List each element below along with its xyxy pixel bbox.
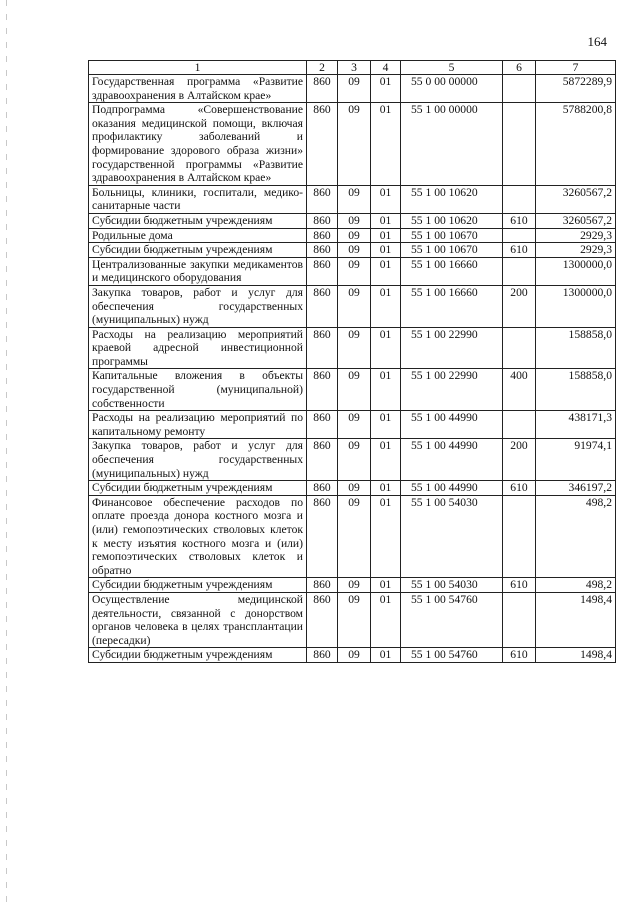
- table-header-row: [89, 61, 616, 75]
- subsection-code: 01: [371, 411, 401, 439]
- expense-type-code: [503, 592, 536, 647]
- column-header: 3: [338, 61, 371, 75]
- target-article-code: 55 1 00 10620: [401, 213, 503, 228]
- subsection-code: 01: [371, 243, 401, 258]
- expense-type-code: [503, 495, 536, 578]
- amount: 158858,0: [536, 327, 616, 369]
- row-description: Субсидии бюджетным учреждениям: [89, 481, 307, 496]
- row-description: Субсидии бюджетным учреждениям: [89, 213, 307, 228]
- amount: 5788200,8: [536, 103, 616, 186]
- row-description: Родильные дома: [89, 228, 307, 243]
- subsection-code: 01: [371, 228, 401, 243]
- target-article-code: 55 1 00 22990: [401, 327, 503, 369]
- expense-type-code: 610: [503, 481, 536, 496]
- ministry-code: 860: [307, 495, 338, 578]
- expense-type-code: 200: [503, 285, 536, 327]
- ministry-code: 860: [307, 592, 338, 647]
- ministry-code: 860: [307, 75, 338, 103]
- row-description: Осуществление медицинской деятельности, связанной с донорством органов человека в целях трансплантации (пересадки): [89, 592, 307, 647]
- row-description: Закупка товаров, работ и услуг для обеспечения государственных (муниципальных) нужд: [89, 439, 307, 481]
- subsection-code: 01: [371, 285, 401, 327]
- table-row: [89, 257, 616, 285]
- amount: 2929,3: [536, 243, 616, 258]
- expense-type-code: 610: [503, 243, 536, 258]
- row-description: Централизованные закупки медикаментов и медицинского оборудования: [89, 257, 307, 285]
- expense-type-code: [503, 411, 536, 439]
- subsection-code: 01: [371, 592, 401, 647]
- ministry-code: 860: [307, 185, 338, 213]
- target-article-code: 55 1 00 54760: [401, 648, 503, 663]
- table-row: [89, 327, 616, 369]
- subsection-code: 01: [371, 257, 401, 285]
- section-code: 09: [338, 257, 371, 285]
- ministry-code: 860: [307, 213, 338, 228]
- target-article-code: 55 1 00 44990: [401, 481, 503, 496]
- row-description: Финансовое обеспечение расходов по оплате проезда донора костного мозга и (или) гемопоэтических стволовых клеток к месту изъятия костного мозга и (или) гемопоэтических стволовых клеток и обратно: [89, 495, 307, 578]
- amount: 498,2: [536, 495, 616, 578]
- ministry-code: 860: [307, 257, 338, 285]
- subsection-code: 01: [371, 481, 401, 496]
- target-article-code: 55 0 00 00000: [401, 75, 503, 103]
- column-header: 1: [89, 61, 307, 75]
- subsection-code: 01: [371, 495, 401, 578]
- subsection-code: 01: [371, 185, 401, 213]
- row-description: Расходы на реализацию мероприятий краевой адресной инвестиционной программы: [89, 327, 307, 369]
- section-code: 09: [338, 243, 371, 258]
- expense-type-code: [503, 257, 536, 285]
- table-row: [89, 213, 616, 228]
- target-article-code: 55 1 00 22990: [401, 369, 503, 411]
- table-row: [89, 228, 616, 243]
- table-row: [89, 495, 616, 578]
- section-code: 09: [338, 578, 371, 593]
- amount: 1300000,0: [536, 285, 616, 327]
- target-article-code: 55 1 00 00000: [401, 103, 503, 186]
- row-description: Государственная программа «Развитие здравоохранения в Алтайском крае»: [89, 75, 307, 103]
- section-code: 09: [338, 592, 371, 647]
- subsection-code: 01: [371, 213, 401, 228]
- table-row: [89, 285, 616, 327]
- column-header: 6: [503, 61, 536, 75]
- ministry-code: 860: [307, 439, 338, 481]
- amount: 3260567,2: [536, 213, 616, 228]
- section-code: 09: [338, 369, 371, 411]
- target-article-code: 55 1 00 44990: [401, 411, 503, 439]
- section-code: 09: [338, 75, 371, 103]
- subsection-code: 01: [371, 578, 401, 593]
- column-header: 2: [307, 61, 338, 75]
- expense-type-code: 610: [503, 213, 536, 228]
- subsection-code: 01: [371, 648, 401, 663]
- table-row: [89, 103, 616, 186]
- table-row: [89, 592, 616, 647]
- section-code: 09: [338, 228, 371, 243]
- table-row: [89, 439, 616, 481]
- target-article-code: 55 1 00 54760: [401, 592, 503, 647]
- ministry-code: 860: [307, 228, 338, 243]
- expense-type-code: 610: [503, 648, 536, 663]
- target-article-code: 55 1 00 44990: [401, 439, 503, 481]
- amount: 1498,4: [536, 592, 616, 647]
- amount: 5872289,9: [536, 75, 616, 103]
- row-description: Закупка товаров, работ и услуг для обеспечения государственных (муниципальных) нужд: [89, 285, 307, 327]
- table-row: [89, 481, 616, 496]
- section-code: 09: [338, 285, 371, 327]
- scan-edge-marks: [6, 0, 7, 904]
- section-code: 09: [338, 213, 371, 228]
- subsection-code: 01: [371, 439, 401, 481]
- ministry-code: 860: [307, 578, 338, 593]
- expense-type-code: [503, 327, 536, 369]
- row-description: Расходы на реализацию мероприятий по капитальному ремонту: [89, 411, 307, 439]
- section-code: 09: [338, 439, 371, 481]
- ministry-code: 860: [307, 285, 338, 327]
- target-article-code: 55 1 00 10620: [401, 185, 503, 213]
- section-code: 09: [338, 327, 371, 369]
- section-code: 09: [338, 481, 371, 496]
- target-article-code: 55 1 00 16660: [401, 285, 503, 327]
- amount: 438171,3: [536, 411, 616, 439]
- expense-type-code: [503, 228, 536, 243]
- expense-type-code: [503, 75, 536, 103]
- section-code: 09: [338, 185, 371, 213]
- ministry-code: 860: [307, 243, 338, 258]
- ministry-code: 860: [307, 103, 338, 186]
- table-row: [89, 648, 616, 663]
- budget-table: [88, 60, 616, 663]
- amount: 2929,3: [536, 228, 616, 243]
- subsection-code: 01: [371, 327, 401, 369]
- section-code: 09: [338, 411, 371, 439]
- table-row: [89, 369, 616, 411]
- ministry-code: 860: [307, 369, 338, 411]
- ministry-code: 860: [307, 327, 338, 369]
- column-header: 7: [536, 61, 616, 75]
- row-description: Субсидии бюджетным учреждениям: [89, 578, 307, 593]
- subsection-code: 01: [371, 369, 401, 411]
- amount: 91974,1: [536, 439, 616, 481]
- expense-type-code: 610: [503, 578, 536, 593]
- target-article-code: 55 1 00 16660: [401, 257, 503, 285]
- section-code: 09: [338, 103, 371, 186]
- column-header: 4: [371, 61, 401, 75]
- table-row: [89, 411, 616, 439]
- subsection-code: 01: [371, 103, 401, 186]
- expense-type-code: 400: [503, 369, 536, 411]
- target-article-code: 55 1 00 10670: [401, 228, 503, 243]
- table-body: [89, 75, 616, 663]
- table-row: [89, 75, 616, 103]
- row-description: Больницы, клиники, госпитали, медико-санитарные части: [89, 185, 307, 213]
- amount: 1300000,0: [536, 257, 616, 285]
- expense-type-code: [503, 103, 536, 186]
- target-article-code: 55 1 00 54030: [401, 495, 503, 578]
- subsection-code: 01: [371, 75, 401, 103]
- row-description: Капитальные вложения в объекты государственной (муниципальной) собственности: [89, 369, 307, 411]
- amount: 3260567,2: [536, 185, 616, 213]
- expense-type-code: 200: [503, 439, 536, 481]
- ministry-code: 860: [307, 411, 338, 439]
- target-article-code: 55 1 00 10670: [401, 243, 503, 258]
- amount: 1498,4: [536, 648, 616, 663]
- amount: 158858,0: [536, 369, 616, 411]
- section-code: 09: [338, 495, 371, 578]
- target-article-code: 55 1 00 54030: [401, 578, 503, 593]
- column-header: 5: [401, 61, 503, 75]
- amount: 498,2: [536, 578, 616, 593]
- ministry-code: 860: [307, 648, 338, 663]
- page-number: 164: [587, 34, 607, 49]
- table-row: [89, 578, 616, 593]
- amount: 346197,2: [536, 481, 616, 496]
- table-row: [89, 243, 616, 258]
- ministry-code: 860: [307, 481, 338, 496]
- section-code: 09: [338, 648, 371, 663]
- table-row: [89, 185, 616, 213]
- expense-type-code: [503, 185, 536, 213]
- row-description: Подпрограмма «Совершенствование оказания медицинской помощи, включая профилактику заболеваний и формирование здорового образа жизни» государственной программы «Развитие здравоохранения в Алтайском крае»: [89, 103, 307, 186]
- row-description: Субсидии бюджетным учреждениям: [89, 243, 307, 258]
- row-description: Субсидии бюджетным учреждениям: [89, 648, 307, 663]
